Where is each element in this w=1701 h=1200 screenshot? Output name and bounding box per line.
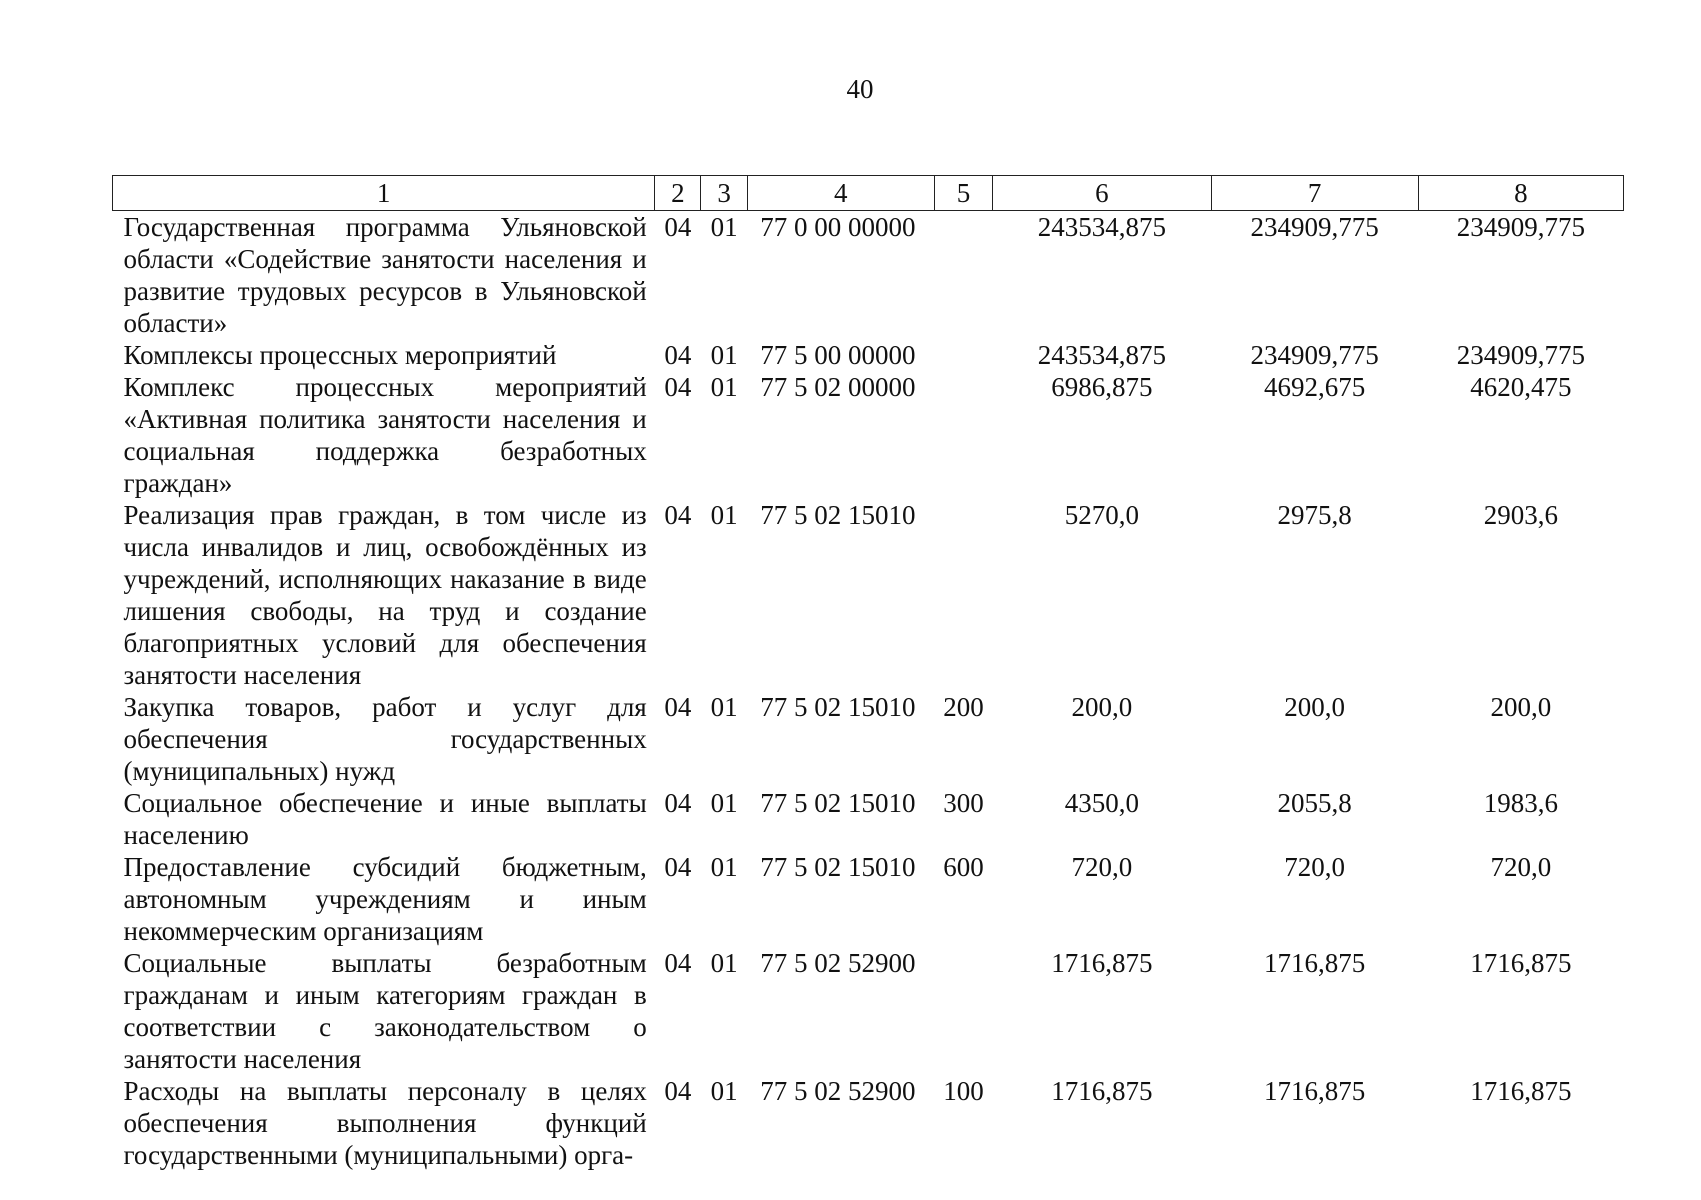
row-section: 04 (664, 852, 692, 882)
row-subsection: 01 (710, 692, 738, 722)
row-expense-type: 200 (943, 692, 984, 722)
row-name: Реализация прав граждан, в том числе из числа инвалидов и лиц, освобождённых из учреждений, исполняющих наказание в виде лишения свободы, на труд и создание благоприятных условий для обеспечения занятости населения (123, 500, 647, 690)
row-value-7: 2975,8 (1277, 500, 1352, 530)
row-expense-type (934, 371, 992, 499)
row-section: 04 (664, 340, 692, 370)
row-value-7: 200,0 (1284, 692, 1345, 722)
row-value-6: 243534,875 (1037, 212, 1166, 242)
row-value-8: 720,0 (1490, 852, 1552, 882)
row-value-8: 4620,475 (1470, 372, 1572, 402)
row-value-8: 1716,875 (1470, 1076, 1572, 1106)
table-row (113, 211, 1624, 340)
header-row (113, 176, 1624, 211)
row-value-7: 4692,675 (1263, 372, 1366, 402)
table-row (113, 691, 1624, 787)
row-subsection: 01 (710, 1076, 738, 1106)
row-expense-type: 100 (943, 1076, 984, 1106)
row-name: Расходы на выплаты персоналу в целях обеспечения выполнения функций государственными (муниципальными) орга- (123, 1076, 647, 1170)
table-row (113, 787, 1624, 851)
row-target-article: 77 5 02 15010 (760, 852, 916, 882)
header-col-1: 1 (113, 176, 655, 211)
row-value-7: 234909,775 (1250, 212, 1379, 242)
header-col-5: 5 (934, 176, 992, 211)
header-col-2: 2 (655, 176, 701, 211)
table-row (113, 371, 1624, 499)
row-section: 04 (664, 948, 692, 978)
row-value-6: 6986,875 (1051, 372, 1153, 402)
row-target-article: 77 5 02 52900 (760, 948, 916, 978)
row-value-8: 234909,775 (1456, 212, 1585, 242)
row-expense-type (934, 339, 992, 371)
row-name: Комплексы процессных мероприятий (123, 340, 557, 370)
row-name: Предоставление субсидий бюджетным, автономным учреждениям и иным некоммерческим организациям (123, 852, 647, 946)
budget-table (112, 175, 1624, 1171)
row-target-article: 77 0 00 00000 (760, 212, 916, 242)
row-value-8: 200,0 (1490, 692, 1552, 722)
row-target-article: 77 5 02 15010 (760, 500, 916, 530)
row-value-6: 1716,875 (1051, 1076, 1153, 1106)
row-name: Комплекс процессных мероприятий «Активная политика занятости населения и социальная поддержка безработных граждан» (123, 372, 647, 498)
table-row (113, 339, 1624, 371)
row-section: 04 (664, 788, 692, 818)
row-expense-type (934, 947, 992, 1075)
table-row (113, 947, 1624, 1075)
row-value-6: 4350,0 (1064, 788, 1139, 818)
row-value-7: 234909,775 (1250, 340, 1379, 370)
row-subsection: 01 (710, 788, 738, 818)
row-section: 04 (664, 372, 692, 402)
row-value-8: 2903,6 (1483, 500, 1558, 530)
row-target-article: 77 5 00 00000 (760, 340, 916, 370)
page-number: 40 (846, 74, 874, 104)
header-col-8: 8 (1418, 176, 1623, 211)
row-subsection: 01 (710, 500, 738, 530)
row-name: Социальное обеспечение и иные выплаты населению (123, 788, 647, 850)
row-value-6: 720,0 (1071, 852, 1133, 882)
row-expense-type (934, 499, 992, 691)
row-target-article: 77 5 02 00000 (760, 372, 916, 402)
row-expense-type: 600 (943, 852, 984, 882)
row-section: 04 (664, 692, 692, 722)
row-section: 04 (664, 500, 692, 530)
row-expense-type (934, 211, 992, 340)
row-value-8: 1983,6 (1483, 788, 1558, 818)
header-col-6: 6 (993, 176, 1211, 211)
header-col-3: 3 (701, 176, 747, 211)
table-row (113, 499, 1624, 691)
header-col-4: 4 (747, 176, 934, 211)
row-section: 04 (664, 212, 692, 242)
row-value-6: 5270,0 (1064, 500, 1139, 530)
row-value-6: 243534,875 (1037, 340, 1166, 370)
row-subsection: 01 (710, 852, 738, 882)
row-value-8: 234909,775 (1456, 340, 1585, 370)
row-value-8: 1716,875 (1470, 948, 1572, 978)
row-value-6: 1716,875 (1051, 948, 1153, 978)
table-row (113, 1075, 1624, 1171)
row-value-7: 1716,875 (1263, 948, 1366, 978)
row-value-6: 200,0 (1071, 692, 1133, 722)
row-subsection: 01 (710, 212, 738, 242)
row-value-7: 720,0 (1284, 852, 1345, 882)
row-target-article: 77 5 02 15010 (760, 692, 916, 722)
row-name: Социальные выплаты безработным гражданам и иным категориям граждан в соответствии с законодательством о занятости населения (123, 948, 647, 1074)
row-section: 04 (664, 1076, 692, 1106)
row-subsection: 01 (710, 372, 738, 402)
row-value-7: 1716,875 (1263, 1076, 1366, 1106)
table-row (113, 851, 1624, 947)
row-value-7: 2055,8 (1277, 788, 1352, 818)
row-expense-type: 300 (943, 788, 984, 818)
row-target-article: 77 5 02 15010 (760, 788, 916, 818)
row-name: Закупка товаров, работ и услуг для обеспечения государственных (муниципальных) нужд (123, 692, 647, 786)
header-col-7: 7 (1211, 176, 1418, 211)
row-name: Государственная программа Ульяновской области «Содействие занятости населения и развитие трудовых ресурсов в Ульяновской области» (123, 212, 647, 338)
row-subsection: 01 (710, 948, 738, 978)
row-subsection: 01 (710, 340, 738, 370)
row-target-article: 77 5 02 52900 (760, 1076, 916, 1106)
